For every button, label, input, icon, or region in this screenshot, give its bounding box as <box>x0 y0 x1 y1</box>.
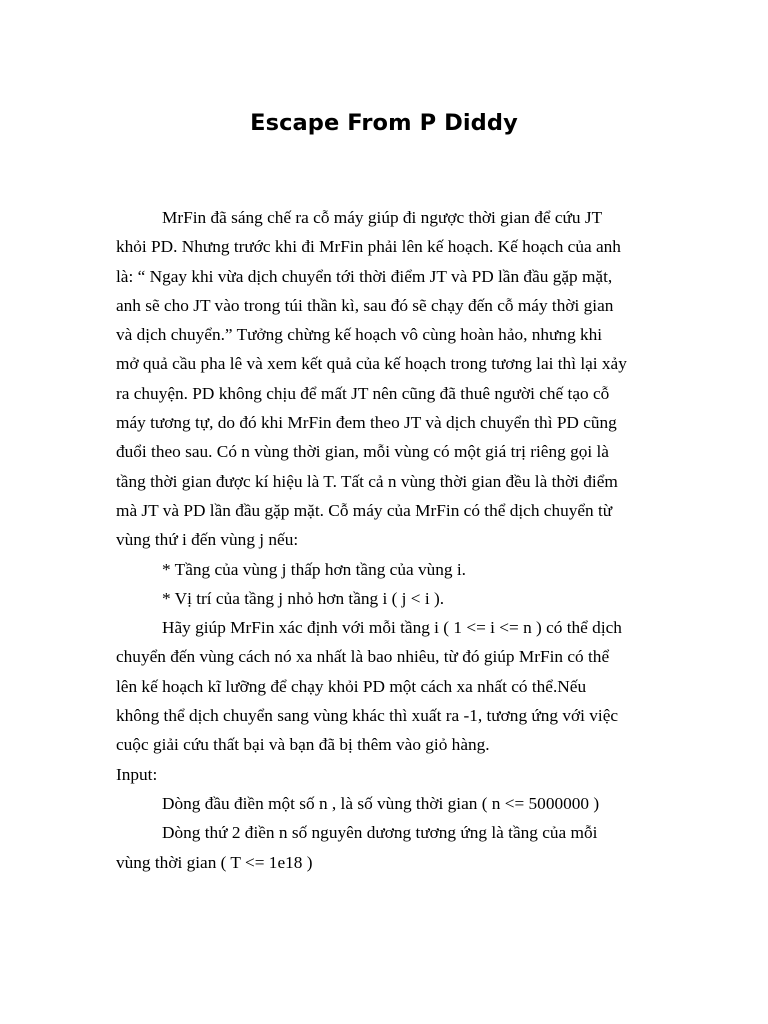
bullet-line: * Vị trí của tầng j nhỏ hơn tầng i ( j < i ). <box>162 588 445 608</box>
body-line: và dịch chuyển.” Tưởng chừng kế hoạch vô cùng hoàn hảo, nhưng khi <box>116 325 603 345</box>
body-line: chuyển đến vùng cách nó xa nhất là bao nhiêu, từ đó giúp MrFin có thể <box>116 647 610 667</box>
body-line: mà JT và PD lần đầu gặp mặt. Cỗ máy của MrFin có thể dịch chuyển từ <box>116 500 613 520</box>
body-line: mở quả cầu pha lê và xem kết quả của kế hoạch trong tương lai thì lại xảy <box>116 354 627 374</box>
body-line: máy tương tự, do đó khi MrFin đem theo JT và dịch chuyển thì PD cũng <box>116 413 617 433</box>
body-line: không thể dịch chuyển sang vùng khác thì xuất ra -1, tương ứng với việc <box>116 706 619 726</box>
body-line: Dòng thứ 2 điền n số nguyên dương tương ứng là tầng của mỗi <box>162 823 598 843</box>
body-line: Hãy giúp MrFin xác định với mỗi tầng i ( 1 <= i <= n ) có thể dịch <box>162 618 622 638</box>
bullet-line: * Tầng của vùng j thấp hơn tầng của vùng i. <box>162 559 466 579</box>
document-title: Escape From P Diddy <box>250 110 518 136</box>
body-line: anh sẽ cho JT vào trong túi thần kì, sau đó sẽ chạy đến cỗ máy thời gian <box>116 295 614 315</box>
body-line: đuổi theo sau. Có n vùng thời gian, mỗi vùng có một giá trị riêng gọi là <box>116 442 609 462</box>
body-line: khỏi PD. Nhưng trước khi đi MrFin phải lên kế hoạch. Kế hoạch của anh <box>116 237 621 257</box>
body-line: vùng thời gian ( T <= 1e18 ) <box>116 852 313 872</box>
document-body <box>116 203 656 877</box>
body-line: ra chuyện. PD không chịu để mất JT nên cũng đã thuê người chế tạo cỗ <box>116 383 610 403</box>
body-line: tầng thời gian được kí hiệu là T. Tất cả n vùng thời gian đều là thời điểm <box>116 471 618 491</box>
body-line: vùng thứ i đến vùng j nếu: <box>116 530 299 550</box>
body-line: lên kế hoạch kĩ lưỡng để chạy khỏi PD một cách xa nhất có thể.Nếu <box>116 676 587 696</box>
section-label-input: Input: <box>116 764 158 784</box>
body-line: cuộc giải cứu thất bại và bạn đã bị thêm vào giỏ hàng. <box>116 735 490 755</box>
body-line: Dòng đầu điền một số n , là số vùng thời gian ( n <= 5000000 ) <box>162 793 600 813</box>
body-line: MrFin đã sáng chế ra cỗ máy giúp đi ngược thời gian để cứu JT <box>162 208 603 227</box>
body-line: là: “ Ngay khi vừa dịch chuyển tới thời điểm JT và PD lần đầu gặp mặt, <box>116 266 613 286</box>
